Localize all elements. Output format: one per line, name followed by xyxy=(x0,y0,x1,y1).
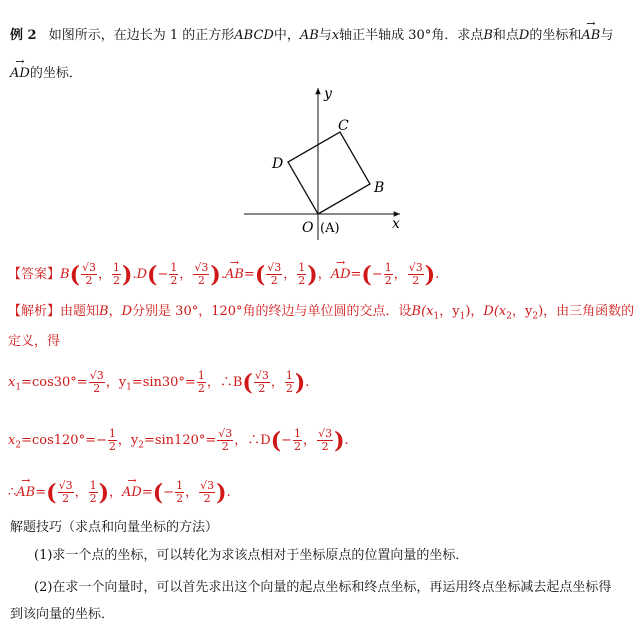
answer-point-d: D xyxy=(136,267,148,282)
problem-text: 的坐标． xyxy=(29,66,82,81)
answer-line: 【答案】B( $\frac{√3}{2}$ ， $\frac{1}{2}$ ).D(− $\frac{1}{2}$ ， $\frac{√3}{2}$ ).→ AB=( $\frac{√3}{2}$ ， $\frac{1}{2}$ )，→ AD=(− $\frac{1}{2}$ ， $\frac{√3}{2}$ ). xyxy=(8,262,439,287)
problem-label: 例 2 xyxy=(10,28,37,43)
frac-sqrt3-2: $\frac{√3}{2}$ xyxy=(82,261,97,287)
label-y: y xyxy=(324,86,332,102)
segment-ab: AB xyxy=(299,28,319,43)
analysis-tag: 【解析】 xyxy=(8,304,61,319)
problem-text: 如图所示，在边长为 1 的正方形 xyxy=(48,28,235,43)
frac-1-2: $\frac{1}{2}$ xyxy=(113,261,121,287)
tips-item-1: (1)求一个点的坐标，可以转化为求该点相对于坐标原点的位置向量的坐标． xyxy=(34,548,469,563)
axis-x-text: x xyxy=(331,28,340,43)
analysis-eq-1: $x_1=\cos 30^\circ=$ $\frac{√3}{2}$ ，$y_1=\sin 30^\circ=$ $\frac{1}{2}$ ，∴B( $\frac{√3}{2}$ ， $\frac{1}{2}$ ). xyxy=(8,369,310,396)
analysis-eq-2: $x_2=\cos 120^\circ=-$ $\frac{1}{2}$ ，$y_2=\sin 120^\circ=$ $\frac{√3}{2}$ ，∴D(− $\frac{1}{2}$ ， $\frac{√3}{2}$ ). xyxy=(8,427,349,454)
tips-item-2: (2)在求一个向量时，可以首先求出这个向量的起点坐标和终点坐标，再运用终点坐标减去起点坐标得 xyxy=(34,580,612,595)
tips-item-2-cont: 到该向量的坐标． xyxy=(10,607,115,622)
square-abcd xyxy=(288,132,370,214)
problem-text: 与 xyxy=(318,28,332,43)
vector-ad: → AD xyxy=(10,66,30,81)
problem-text: 的坐标和 xyxy=(529,28,582,43)
label-c: C xyxy=(338,118,349,134)
point-b-text: B xyxy=(483,28,493,43)
analysis-line-2: 定义，得 xyxy=(8,334,61,349)
problem-text: 和点 xyxy=(492,28,519,43)
label-b: B xyxy=(374,180,385,196)
problem-text: 与 xyxy=(600,28,614,43)
label-o: O xyxy=(302,220,314,236)
analysis-line-1: 【解析】由题知B，D分别是 30°，120°角的终边与单位圆的交点．设$B(x_1$，$y_1$)，$D(x_2$，$y_2$)，由三角函数的 xyxy=(8,304,635,322)
answer-tag: 【答案】 xyxy=(8,267,61,282)
analysis-eq-3: ∴→ AB=( $\frac{√3}{2}$ ， $\frac{1}{2}$ )，→ AD=(− $\frac{1}{2}$ ， $\frac{√3}{2}$ ). xyxy=(8,480,231,505)
answer-vector-ad: → AD xyxy=(331,267,351,282)
square-name: ABCD xyxy=(234,28,274,43)
label-d: D xyxy=(272,156,284,172)
point-d-text: D xyxy=(518,28,530,43)
answer-point-b: B xyxy=(60,267,70,282)
tips-title: 解题技巧（求点和向量坐标的方法） xyxy=(10,520,219,535)
answer-vector-ab: → AB xyxy=(225,267,244,282)
problem-text: 轴正半轴成 30°角．求点 xyxy=(339,28,484,43)
vector-ab: → AB xyxy=(581,28,600,43)
problem-text: 中， xyxy=(273,28,300,43)
label-x: x xyxy=(392,216,400,232)
label-a: (A) xyxy=(320,221,340,236)
